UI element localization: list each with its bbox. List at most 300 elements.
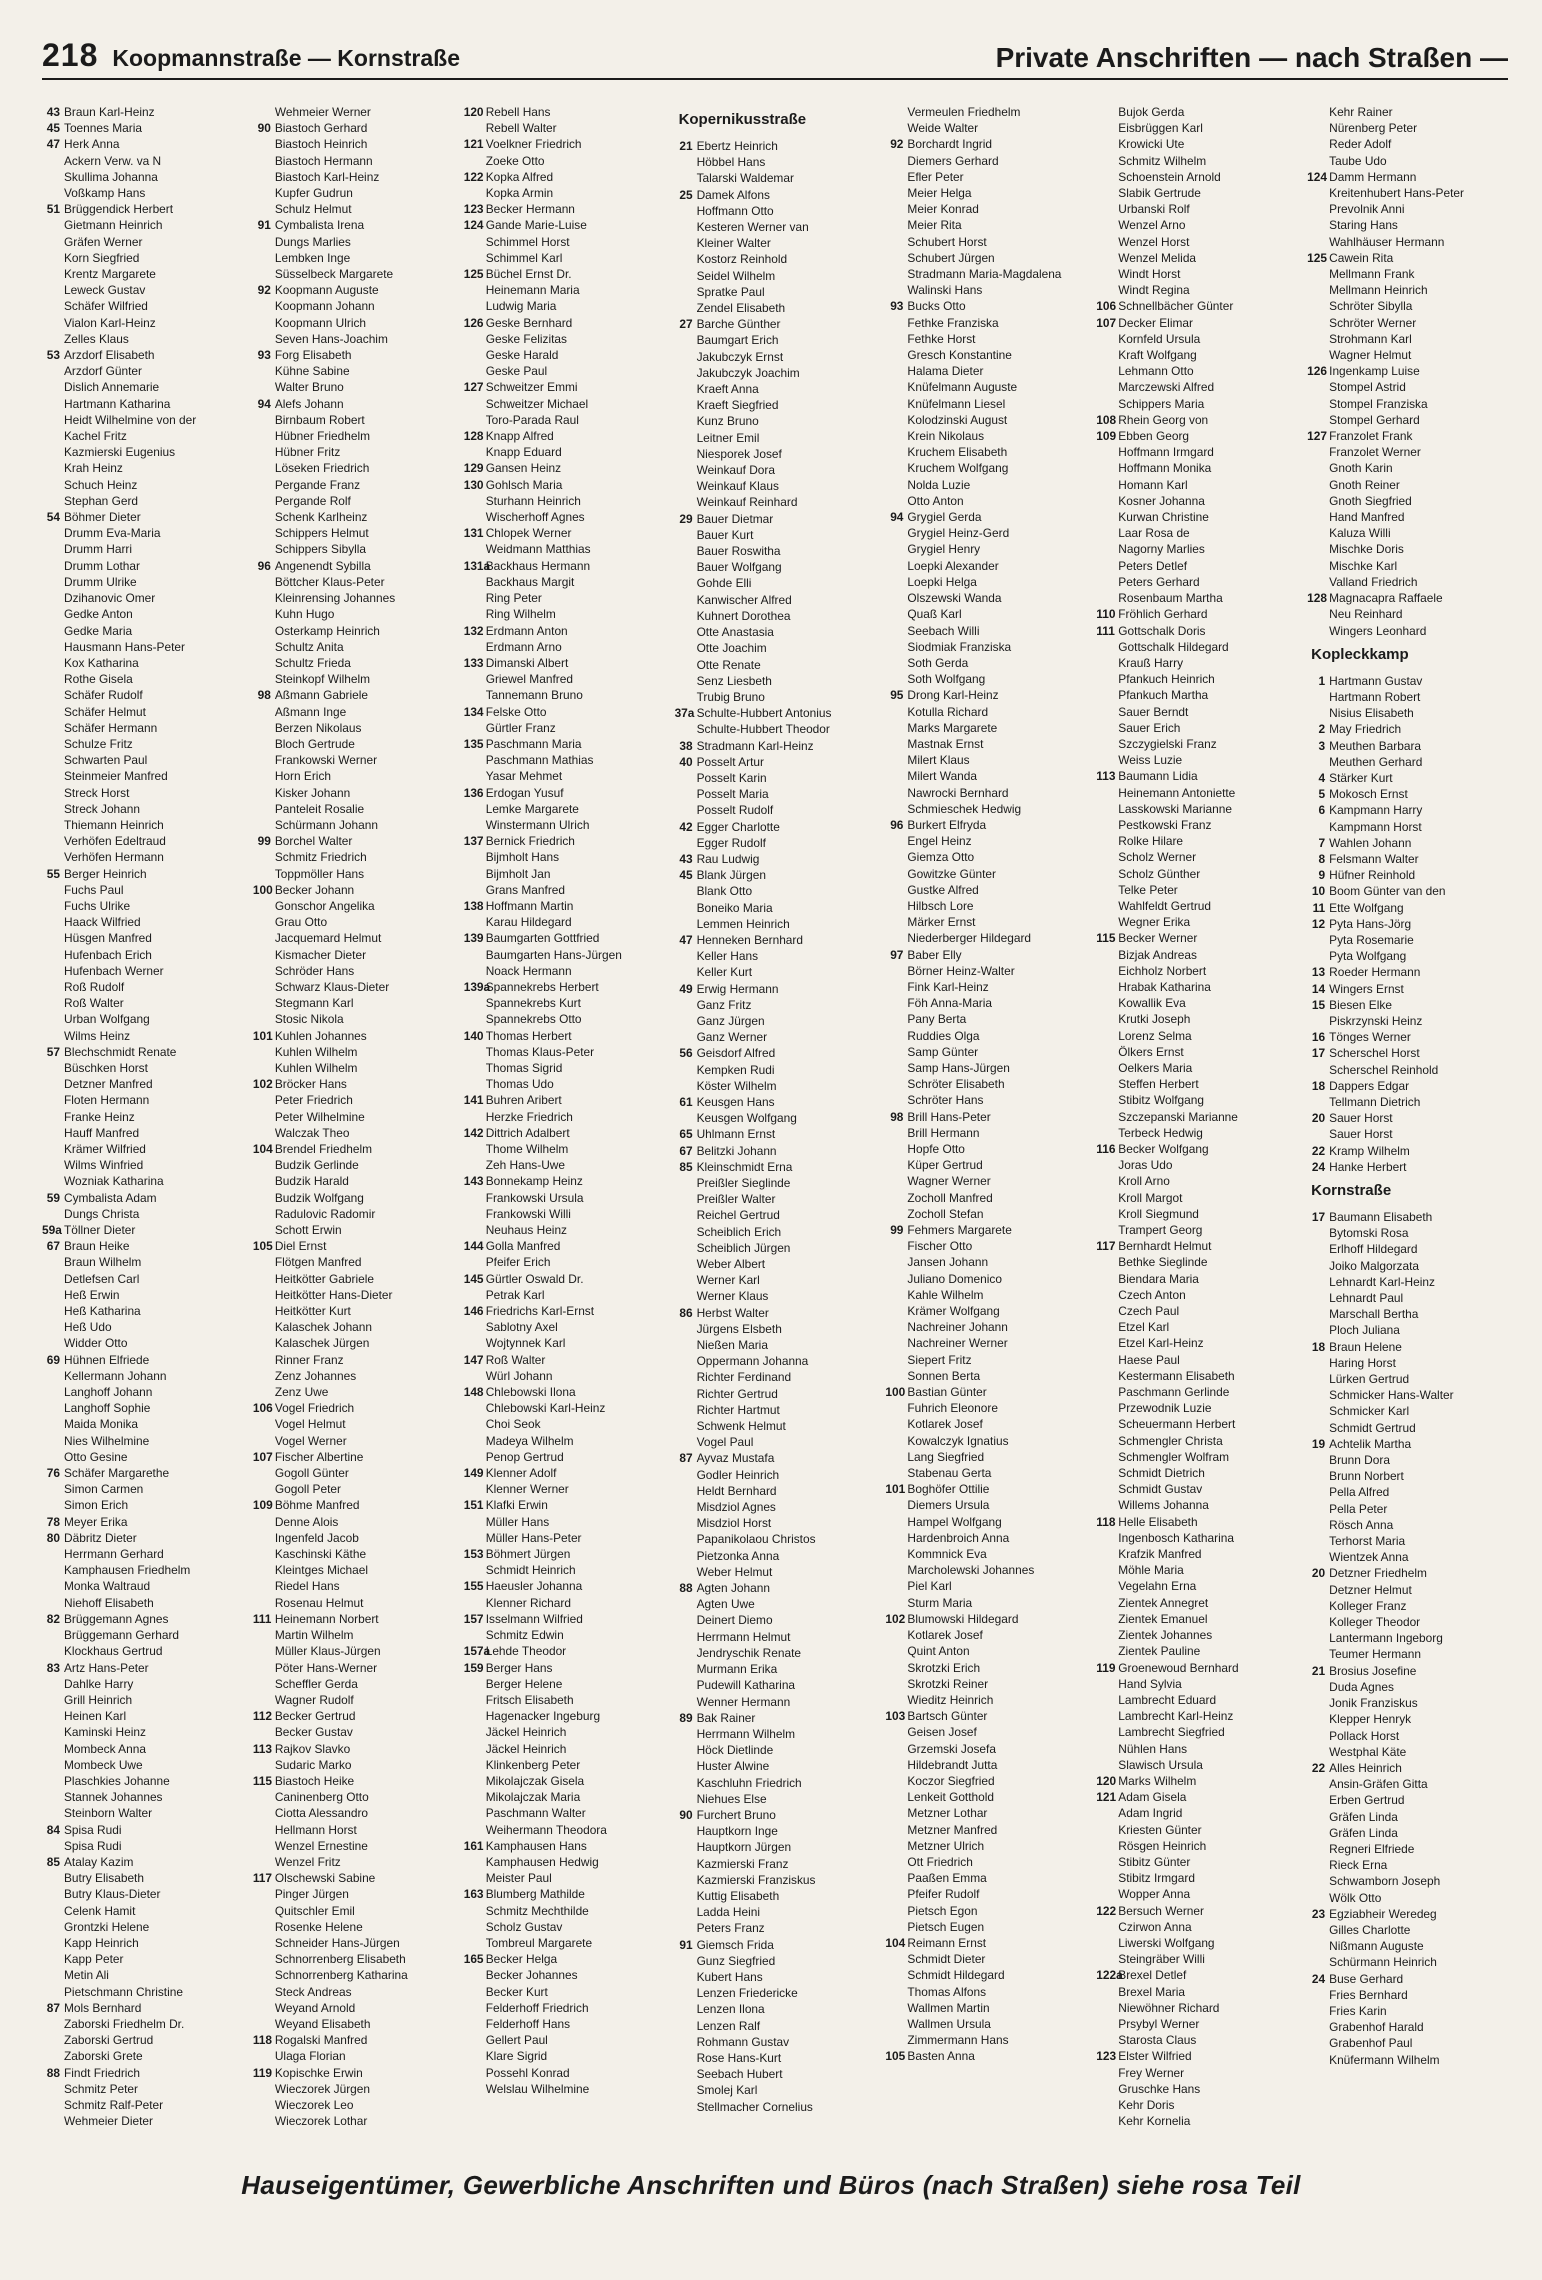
resident-entry: [675, 170, 876, 186]
resident-entry: [675, 1013, 876, 1029]
resident-name: Böttcher Klaus-Peter: [274, 574, 385, 589]
resident-entry: [464, 2065, 665, 2081]
resident-name: Barche Günther: [696, 317, 781, 332]
resident-entry: [1307, 1841, 1508, 1857]
resident-name: Wopper Anna: [1118, 1887, 1191, 1902]
resident-entry: [464, 1692, 665, 1708]
resident-entry: [675, 1694, 876, 1710]
resident-name: Kopka Armin: [485, 186, 554, 201]
resident-entry: [464, 801, 665, 817]
resident-name: Prevolnik Anni: [1329, 202, 1405, 217]
resident-name: Gustke Alfred: [907, 882, 979, 897]
resident-entry: [1307, 428, 1508, 444]
resident-entry: [1307, 1776, 1508, 1792]
resident-entry: [1096, 169, 1297, 185]
resident-name: Rothe Gisela: [64, 672, 133, 687]
resident-entry: [253, 1741, 454, 1757]
resident-name: Schröder Hans: [274, 963, 355, 978]
resident-entry: [1096, 574, 1297, 590]
resident-name: Kalaschek Jürgen: [274, 1336, 370, 1351]
house-number: 141: [463, 1093, 484, 1108]
resident-name: Hausmann Hans-Peter: [64, 639, 185, 654]
resident-name: Brüggemann Agnes: [64, 1611, 169, 1626]
house-number: 95: [890, 688, 904, 703]
resident-entry: [675, 1045, 876, 1061]
resident-name: Pfankuch Heinrich: [1118, 672, 1215, 687]
resident-entry: [1307, 883, 1508, 899]
resident-name: Burkert Elfryda: [907, 817, 987, 832]
resident-entry: [42, 444, 243, 460]
resident-name: Rogalski Manfred: [274, 2033, 368, 2048]
resident-entry: [253, 104, 454, 120]
resident-name: Nachreiner Johann: [907, 1320, 1008, 1335]
house-number: 102: [885, 1611, 906, 1626]
resident-name: Rebell Walter: [485, 121, 557, 136]
resident-entry: [1307, 1938, 1508, 1954]
resident-name: Richter Ferdinand: [696, 1370, 792, 1385]
resident-entry: [42, 477, 243, 493]
resident-name: Becker Wolfgang: [1118, 1142, 1209, 1156]
resident-name: Kazmierski Franziskus: [696, 1872, 816, 1887]
resident-name: Stabenau Gerta: [907, 1466, 992, 1481]
resident-entry: [1096, 1173, 1297, 1189]
resident-entry: [464, 120, 665, 136]
resident-name: Urbanski Rolf: [1118, 202, 1190, 217]
resident-name: Wenner Hermann: [696, 1694, 791, 1709]
resident-entry: [885, 1109, 1086, 1125]
resident-entry: [253, 1708, 454, 1724]
resident-name: Mastnak Ernst: [907, 736, 984, 751]
resident-name: Forg Elisabeth: [274, 348, 352, 363]
resident-entry: [1096, 1449, 1297, 1465]
resident-entry: [1307, 2035, 1508, 2051]
resident-entry: [253, 914, 454, 930]
resident-entry: [885, 1514, 1086, 1530]
resident-entry: [253, 833, 454, 849]
resident-name: Rajkov Slavko: [274, 1741, 351, 1756]
house-number: 113: [1096, 769, 1116, 784]
resident-entry: [1096, 379, 1297, 395]
resident-entry: [464, 428, 665, 444]
resident-name: Geske Bernhard: [485, 315, 573, 330]
house-number: 86: [679, 1305, 693, 1320]
resident-entry: [42, 136, 243, 152]
resident-name: Wagner Helmut: [1329, 348, 1412, 363]
resident-name: Kaschinski Käthe: [274, 1547, 367, 1562]
resident-entry: [464, 104, 665, 120]
resident-name: Wientzek Anna: [1329, 1550, 1409, 1565]
resident-entry: [1096, 477, 1297, 493]
resident-entry: [1096, 1578, 1297, 1594]
resident-entry: [1307, 185, 1508, 201]
resident-name: Sturm Maria: [907, 1595, 973, 1610]
resident-name: Fuhrich Eleonore: [907, 1401, 998, 1416]
resident-entry: [1096, 930, 1297, 946]
resident-name: Hufenbach Werner: [64, 963, 164, 978]
resident-entry: [1307, 444, 1508, 460]
resident-entry: [885, 104, 1086, 120]
resident-name: Pudewill Katharina: [696, 1678, 796, 1693]
resident-name: Keusgen Wolfgang: [696, 1111, 797, 1126]
resident-entry: [885, 720, 1086, 736]
resident-entry: [675, 2066, 876, 2082]
resident-name: Baumgarten Hans-Jürgen: [485, 947, 622, 962]
resident-entry: [42, 1173, 243, 1189]
house-number: 121: [463, 137, 484, 152]
resident-name: Pyta Hans-Jörg: [1329, 916, 1412, 931]
resident-name: Brüggendick Herbert: [64, 202, 174, 217]
resident-entry: [42, 1465, 243, 1481]
resident-name: Stibitz Wolfgang: [1118, 1093, 1204, 1108]
house-number: 7: [1318, 835, 1326, 850]
resident-name: Rhein Georg von: [1118, 412, 1209, 427]
resident-name: Kapp Peter: [64, 1952, 124, 1967]
resident-entry: [42, 120, 243, 136]
resident-name: Spratke Paul: [696, 284, 765, 299]
resident-name: Karau Hildegard: [485, 915, 572, 930]
resident-entry: [42, 282, 243, 298]
resident-entry: [1096, 331, 1297, 347]
house-number: 101: [252, 1028, 273, 1043]
resident-name: Ulaga Florian: [274, 2049, 346, 2064]
resident-name: Müller Hans: [485, 1514, 550, 1529]
resident-name: Böhme Manfred: [274, 1498, 360, 1513]
resident-name: Langhoff Sophie: [64, 1401, 151, 1416]
resident-name: Becker Johann: [274, 882, 355, 897]
resident-name: Brill Hans-Peter: [907, 1109, 991, 1124]
resident-name: Klenner Werner: [485, 1482, 569, 1497]
resident-name: Gowitzke Günter: [907, 866, 996, 881]
resident-name: Schmidt Gustav: [1118, 1482, 1203, 1497]
house-number: 103: [885, 1709, 906, 1724]
house-number: 125: [463, 267, 484, 282]
resident-name: Frankowski Werner: [274, 753, 378, 768]
house-number: 155: [463, 1579, 484, 1594]
resident-entry: [464, 2032, 665, 2048]
house-number: 157: [463, 1611, 484, 1626]
resident-entry: [675, 2099, 876, 2115]
resident-name: Walinski Hans: [907, 283, 983, 298]
resident-entry: [885, 250, 1086, 266]
resident-entry: [1096, 1595, 1297, 1611]
resident-entry: [675, 1920, 876, 1936]
resident-entry: [675, 1434, 876, 1450]
resident-name: Wilms Winfried: [64, 1158, 144, 1173]
resident-name: Agten Johann: [696, 1581, 770, 1596]
resident-entry: [253, 1676, 454, 1692]
resident-name: Schmitz Friedrich: [274, 850, 367, 865]
resident-entry: [42, 1562, 243, 1578]
resident-entry: [42, 801, 243, 817]
resident-entry: [42, 1708, 243, 1724]
resident-name: Szczepanski Marianne: [1118, 1109, 1238, 1124]
resident-entry: [1307, 347, 1508, 363]
resident-entry: [42, 1773, 243, 1789]
resident-entry: [253, 752, 454, 768]
house-number: 106: [1096, 299, 1117, 314]
resident-name: Friedrichs Karl-Ernst: [485, 1304, 595, 1319]
resident-name: Kehr Doris: [1118, 2097, 1175, 2112]
column-6: [1096, 104, 1297, 2144]
resident-entry: [1096, 817, 1297, 833]
resident-entry: [885, 1805, 1086, 1821]
resident-name: Kramp Wilhelm: [1329, 1143, 1410, 1158]
resident-name: Quaß Karl: [907, 607, 962, 622]
resident-name: Hanke Herbert: [1329, 1159, 1407, 1174]
resident-name: Posselt Rudolf: [696, 803, 774, 818]
resident-name: Findt Friedrich: [64, 2065, 140, 2080]
house-number: 83: [46, 1660, 60, 1675]
resident-name: Fuchs Ulrike: [64, 898, 131, 913]
resident-entry: [1096, 687, 1297, 703]
resident-name: Dungs Marlies: [274, 234, 351, 249]
resident-entry: [1096, 136, 1297, 152]
house-number: 91: [257, 218, 271, 233]
resident-entry: [1096, 833, 1297, 849]
resident-entry: [464, 266, 665, 282]
resident-entry: [253, 1109, 454, 1125]
resident-entry: [253, 1287, 454, 1303]
resident-name: Thiemann Heinrich: [64, 817, 164, 832]
resident-entry: [42, 704, 243, 720]
resident-name: Vegelahn Erna: [1118, 1579, 1197, 1594]
resident-name: Niehoff Elisabeth: [64, 1595, 154, 1610]
resident-entry: [1096, 1384, 1297, 1400]
resident-entry: [464, 1271, 665, 1287]
resident-entry: [253, 947, 454, 963]
resident-entry: [253, 169, 454, 185]
resident-entry: [464, 849, 665, 865]
resident-entry: [1096, 590, 1297, 606]
resident-entry: [885, 606, 1086, 622]
house-number: 96: [257, 558, 271, 573]
resident-name: Scholz Werner: [1118, 850, 1197, 865]
resident-name: Bak Rainer: [696, 1710, 756, 1725]
resident-name: Pyta Rosemarie: [1329, 932, 1414, 947]
resident-entry: [1096, 1919, 1297, 1935]
resident-name: Arzdorf Günter: [64, 364, 142, 379]
resident-entry: [1307, 1630, 1508, 1646]
resident-entry: [675, 1369, 876, 1385]
resident-name: Braun Helene: [1329, 1339, 1402, 1354]
resident-name: Cymbalista Adam: [64, 1190, 157, 1205]
resident-name: Urban Wolfgang: [64, 1012, 150, 1027]
resident-name: Kestermann Elisabeth: [1118, 1368, 1235, 1383]
resident-entry: [42, 1822, 243, 1838]
resident-name: Märker Ernst: [907, 915, 976, 930]
resident-entry: [675, 365, 876, 381]
resident-name: Baber Elly: [907, 947, 962, 962]
resident-name: Weyand Elisabeth: [274, 2016, 371, 2031]
resident-name: Nies Wilhelmine: [64, 1433, 150, 1448]
resident-entry: [1096, 2065, 1297, 2081]
resident-name: Bartsch Günter: [907, 1709, 988, 1724]
resident-entry: [42, 1416, 243, 1432]
resident-entry: [253, 1254, 454, 1270]
resident-name: Alles Heinrich: [1329, 1760, 1402, 1775]
resident-entry: [1307, 1728, 1508, 1744]
resident-name: Fries Bernhard: [1329, 1987, 1408, 2002]
resident-name: Gogoll Günter: [274, 1466, 349, 1481]
resident-entry: [253, 1595, 454, 1611]
resident-name: Schippers Maria: [1118, 396, 1205, 411]
resident-name: Kroll Siegmund: [1118, 1206, 1199, 1221]
resident-name: Weidmann Matthias: [485, 542, 591, 557]
resident-entry: [464, 655, 665, 671]
resident-name: Gräfen Linda: [1329, 1809, 1398, 1824]
resident-entry: [885, 768, 1086, 784]
resident-entry: [1307, 1306, 1508, 1322]
resident-entry: [253, 2000, 454, 2016]
resident-name: Voelkner Friedrich: [485, 137, 582, 152]
resident-name: Stärker Kurt: [1329, 770, 1393, 785]
resident-entry: [675, 819, 876, 835]
resident-entry: [42, 1805, 243, 1821]
resident-entry: [42, 509, 243, 525]
resident-name: Pella Peter: [1329, 1501, 1388, 1516]
house-number: 87: [46, 2000, 60, 2015]
resident-name: Rosenau Helmut: [274, 1595, 364, 1610]
resident-entry: [675, 754, 876, 770]
resident-name: Meier Helga: [907, 186, 972, 201]
resident-name: Ebertz Heinrich: [696, 139, 778, 153]
resident-entry: [1307, 1029, 1508, 1045]
resident-entry: [675, 900, 876, 916]
resident-entry: [885, 1352, 1086, 1368]
resident-entry: [464, 201, 665, 217]
resident-name: Bloch Gertrude: [274, 736, 355, 751]
resident-entry: [1096, 720, 1297, 736]
resident-name: Siepert Fritz: [907, 1352, 972, 1367]
resident-entry: [1096, 1724, 1297, 1740]
resident-name: Schultz Frieda: [274, 655, 351, 670]
house-number: 6: [1318, 803, 1326, 818]
resident-name: Jäckel Heinrich: [485, 1725, 567, 1740]
house-number: 87: [679, 1451, 693, 1466]
resident-entry: [1096, 315, 1297, 331]
resident-name: Kroll Margot: [1118, 1190, 1183, 1205]
resident-name: Duda Agnes: [1329, 1679, 1394, 1694]
resident-entry: [1096, 217, 1297, 233]
resident-name: Felske Otto: [485, 704, 547, 719]
resident-entry: [464, 1935, 665, 1951]
resident-entry: [42, 201, 243, 217]
resident-entry: [1096, 2048, 1297, 2064]
resident-name: Ackern Verw. va N: [64, 153, 162, 168]
resident-entry: [42, 1092, 243, 1108]
resident-entry: [253, 541, 454, 557]
resident-name: Rosenke Helene: [274, 1919, 363, 1934]
resident-entry: [464, 1384, 665, 1400]
resident-entry: [885, 1643, 1086, 1659]
house-number: 17: [1311, 1046, 1326, 1061]
resident-name: Hampel Wolfgang: [907, 1514, 1002, 1529]
resident-name: Terbeck Hedwig: [1118, 1125, 1203, 1140]
resident-name: Bauer Dietmar: [696, 511, 774, 526]
resident-entry: [675, 1726, 876, 1742]
resident-entry: [885, 1092, 1086, 1108]
resident-entry: [253, 363, 454, 379]
resident-name: Wilms Heinz: [64, 1028, 131, 1043]
resident-entry: [885, 2016, 1086, 2032]
house-number: 59a: [42, 1223, 62, 1238]
resident-entry: [464, 1595, 665, 1611]
resident-entry: [464, 1254, 665, 1270]
resident-entry: [885, 1724, 1086, 1740]
resident-name: Koopmann Johann: [274, 299, 375, 314]
resident-entry: [1096, 849, 1297, 865]
resident-name: Talarski Waldemar: [696, 171, 794, 186]
resident-entry: [1096, 1757, 1297, 1773]
resident-name: Jäckel Heinrich: [485, 1741, 567, 1756]
resident-entry: [675, 1321, 876, 1337]
resident-name: Toro-Parada Raul: [485, 412, 579, 427]
resident-name: Kraeft Siegfried: [696, 398, 779, 413]
house-number: 90: [257, 121, 271, 136]
resident-entry: [42, 298, 243, 314]
resident-name: Belitzki Johann: [696, 1143, 777, 1158]
resident-name: Gonschor Angelika: [274, 898, 375, 913]
resident-name: Buhren Aribert: [485, 1093, 562, 1108]
resident-name: Möhle Maria: [1118, 1563, 1184, 1578]
resident-name: Borchardt Ingrid: [907, 137, 993, 152]
resident-name: Felsmann Walter: [1329, 851, 1419, 866]
resident-name: Wagner Rudolf: [274, 1692, 354, 1707]
street-heading: Kopleckkamp: [1311, 645, 1409, 663]
resident-entry: [464, 720, 665, 736]
resident-name: Butry Klaus-Dieter: [64, 1887, 161, 1902]
resident-entry: [675, 608, 876, 624]
resident-entry: [42, 1271, 243, 1287]
resident-name: Joiko Malgorzata: [1329, 1258, 1420, 1273]
house-number: 153: [463, 1547, 484, 1562]
resident-entry: [1096, 1287, 1297, 1303]
resident-entry: [1307, 396, 1508, 412]
resident-entry: [42, 1141, 243, 1157]
resident-entry: [675, 2050, 876, 2066]
resident-name: Kroll Arno: [1118, 1174, 1170, 1189]
resident-name: Mols Bernhard: [64, 2000, 142, 2015]
resident-entry: [464, 282, 665, 298]
resident-entry: [253, 590, 454, 606]
resident-name: Schröter Werner: [1329, 315, 1417, 330]
resident-name: Madeya Wilhelm: [485, 1433, 574, 1448]
footer-note: Hauseigentümer, Gewerbliche Anschriften und Büros (nach Straßen) siehe rosa Teil: [241, 2170, 1301, 2200]
resident-entry: [675, 1272, 876, 1288]
resident-entry: [885, 947, 1086, 963]
resident-name: Schmicker Hans-Walter: [1329, 1388, 1454, 1403]
resident-name: Plaschkies Johanne: [64, 1773, 170, 1788]
resident-entry: [885, 1854, 1086, 1870]
resident-entry: [464, 1465, 665, 1481]
resident-name: Golla Manfred: [485, 1239, 561, 1254]
resident-name: Brunn Norbert: [1329, 1469, 1404, 1484]
resident-name: Otte Anastasia: [696, 625, 774, 640]
resident-entry: [464, 1011, 665, 1027]
resident-name: Verhöfen Edeltraud: [64, 834, 166, 849]
resident-name: Efler Peter: [907, 169, 964, 184]
resident-entry: [885, 671, 1086, 687]
resident-name: Achtelik Martha: [1329, 1436, 1412, 1451]
resident-entry: [885, 995, 1086, 1011]
resident-name: Brunn Dora: [1329, 1453, 1390, 1468]
resident-name: Klepper Henryk: [1329, 1712, 1412, 1727]
resident-entry: [253, 298, 454, 314]
resident-name: Langhoff Johann: [64, 1385, 153, 1400]
resident-entry: [464, 979, 665, 995]
resident-entry: [1096, 623, 1297, 639]
resident-entry: [1307, 802, 1508, 818]
